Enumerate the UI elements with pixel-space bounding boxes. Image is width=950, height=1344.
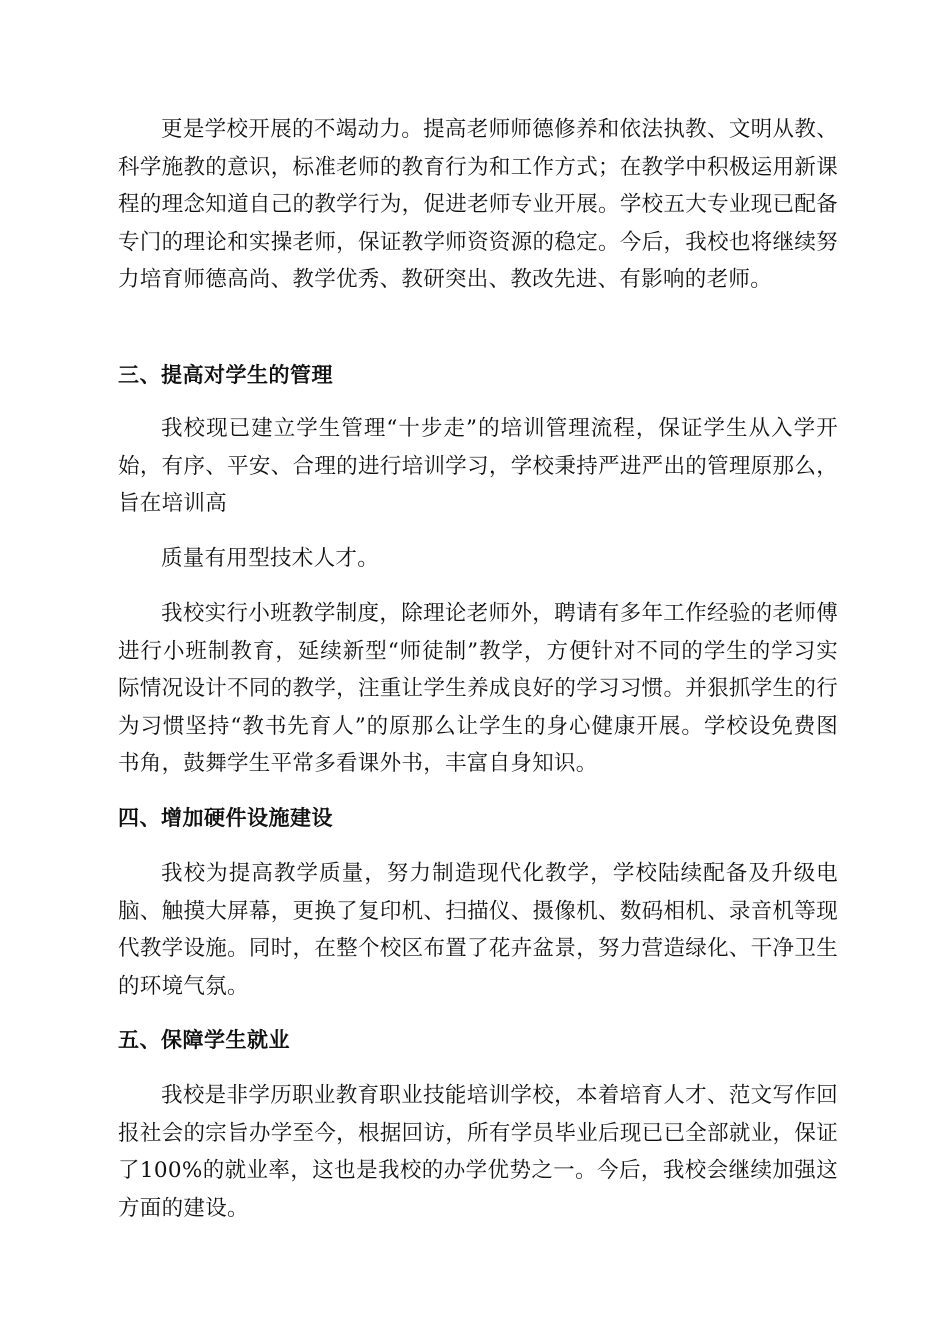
paragraph-student-management-goal: 质量有用型技术人才。 [161,546,380,571]
paragraph-student-management-process: 我校现已建立学生管理“十步走”的培训管理流程，保证学生从入学开始，有序、平安、合理的进行培训学习，学校秉持严进严出的管理原那么，旨在培训高 [118,416,838,516]
section-heading-employment: 五、保障学生就业 [118,1028,290,1052]
paragraph-hardware-facilities: 我校为提高教学质量，努力制造现代化教学，学校陆续配备及升级电脑、触摸大屏幕，更换了复印机、扫描仪、摄像机、数码相机、录音机等现代教学设施。同时，在整个校区布置了花卉盆景，努力营造绿化、干净卫生的环境气氛。 [118,861,838,999]
section-heading-hardware-facilities: 四、增加硬件设施建设 [118,806,333,830]
section-heading-student-management: 三、提高对学生的管理 [118,363,333,387]
paragraph-employment: 我校是非学历职业教育职业技能培训学校，本着培育人才、范文写作回报社会的宗旨办学至今，根据回访，所有学员毕业后现已已全部就业，保证了100%的就业率，这也是我校的办学优势之一。今后，我校会继续加强这方面的建设。 [118,1083,838,1221]
paragraph-teacher-development: 更是学校开展的不竭动力。提高老师师德修养和依法执教、文明从教、科学施教的意识，标准老师的教育行为和工作方式；在教学中积极运用新课程的理念知道自己的教学行为，促进老师专业开展。学校五大专业现已配备专门的理论和实操老师，保证教学师资资源的稳定。今后，我校也将继续努力培育师德高尚、教学优秀、教研突出、教改先进、有影响的老师。 [118,117,838,292]
paragraph-small-class-teaching: 我校实行小班教学制度，除理论老师外，聘请有多年工作经验的老师傅进行小班制教育，延续新型“师徒制”教学，方便针对不同的学生的学习实际情况设计不同的教学，注重让学生养成良好的学习习惯。并狠抓学生的行为习惯坚持“教书先育人”的原那么让学生的身心健康开展。学校设免费图书角，鼓舞学生平常多看课外书，丰富自身知识。 [118,601,838,776]
